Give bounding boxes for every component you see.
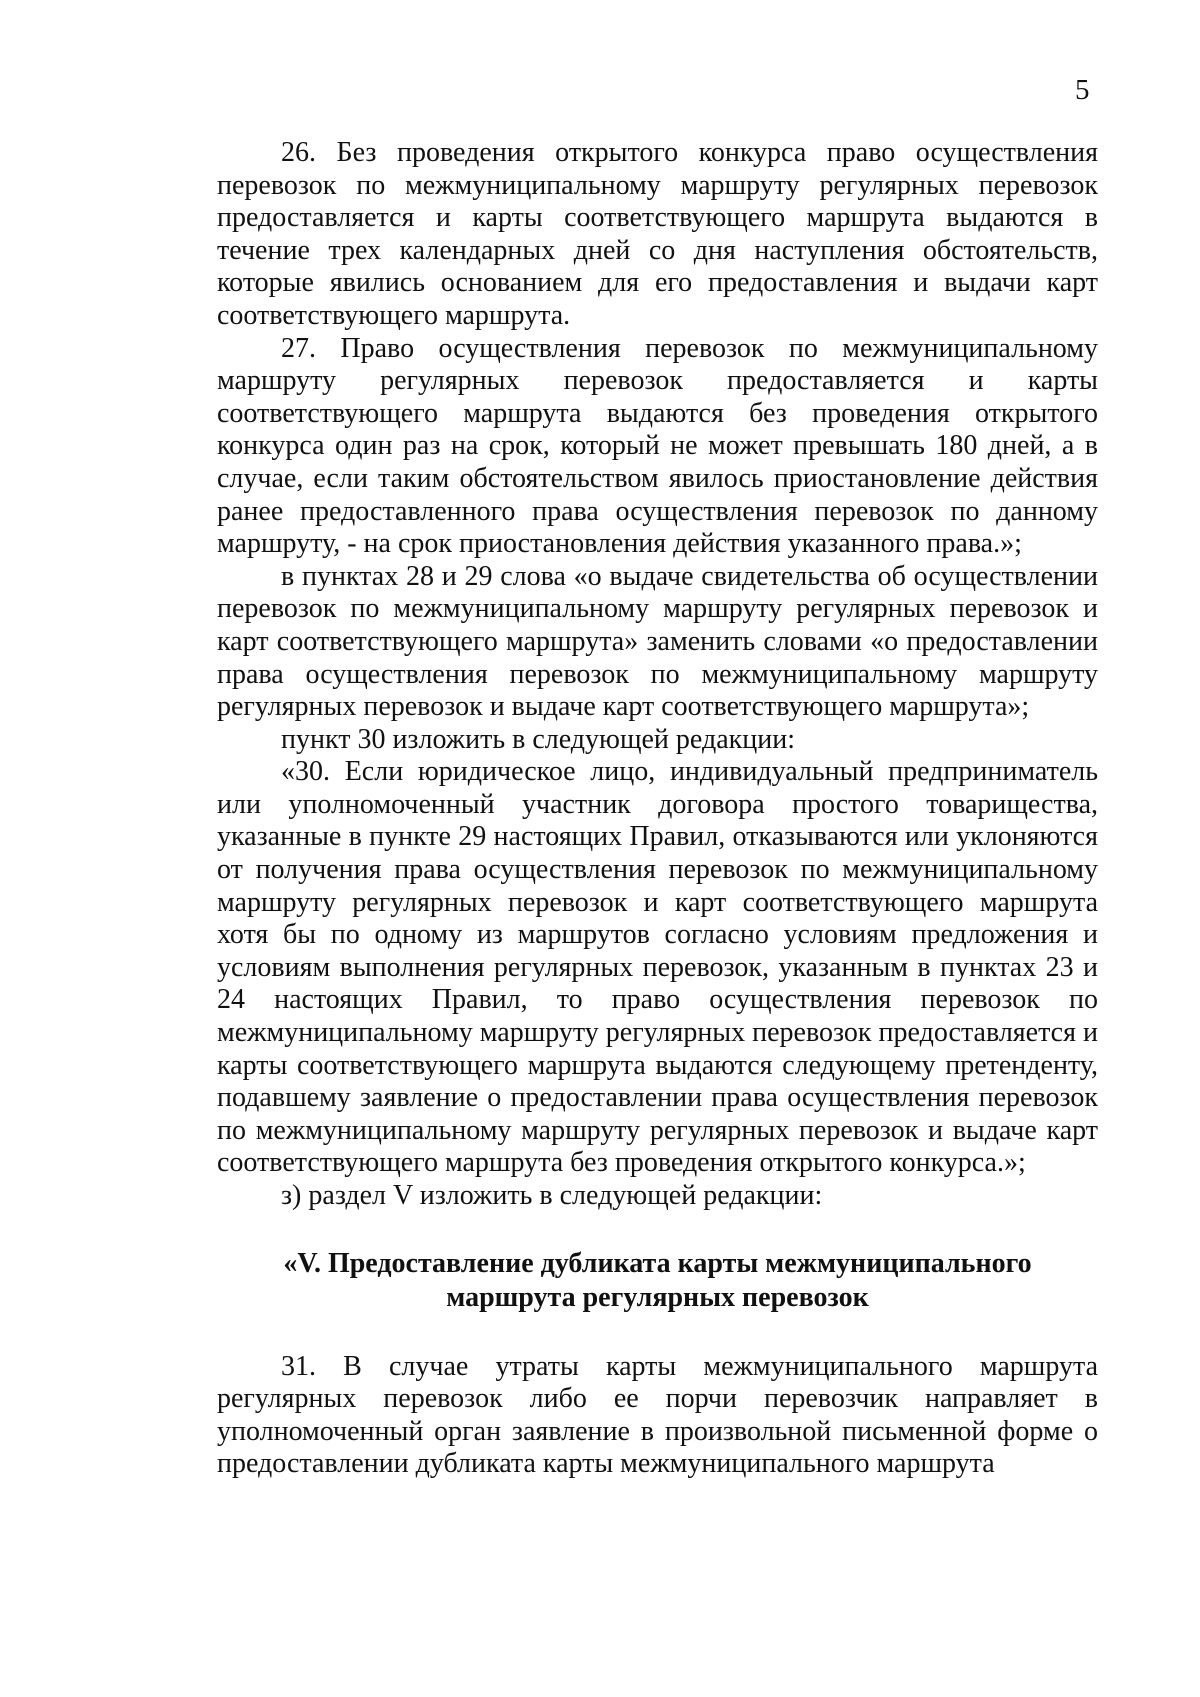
paragraph-section-v-intro: з) раздел V изложить в следующей редакции:	[281, 1180, 823, 1211]
document-body	[217, 137, 1098, 1481]
section-heading-line-2: маршрута регулярных перевозок	[446, 1281, 869, 1313]
section-heading	[217, 1247, 1098, 1315]
page-number: 5	[1075, 74, 1090, 106]
paragraph-item-30-intro: пункт 30 изложить в следующей редакции:	[281, 723, 795, 755]
paragraph-31: 31. В случае утраты карты межмуниципального маршрута регулярных перевозок либо ее порчи перевозчик направляет в уполномоченный орган заявление в произвольной письменной форме о предоставлении дубликата карты межмуниципального маршрута	[217, 1350, 1098, 1480]
paragraph-26: 26. Без проведения открытого конкурса право осуществления перевозок по межмуниципальному маршруту регулярных перевозок предоставляется и карты соответствующего маршрута выдаются в течение трех календарных дней со дня наступления обстоятельств, которые явились основанием для его предоставления и выдачи карт соответствующего маршрута.	[217, 137, 1098, 331]
section-heading-line-1: «V. Предоставление дубликата карты межмуниципального	[283, 1247, 1032, 1279]
paragraph-27: 27. Право осуществления перевозок по межмуниципальному маршруту регулярных перевозок предоставляется и карты соответствующего маршрута выдаются без проведения открытого конкурса один раз на срок, который не может превышать 180 дней, а в случае, если таким обстоятельством явилось приостановление действия ранее предоставленного права осуществления перевозок по данному маршруту, - на срок приостановления действия указанного права.»;	[217, 332, 1098, 560]
paragraph-30: «30. Если юридическое лицо, индивидуальный предприниматель или уполномоченный участник договора простого товарищества, указанные в пункте 29 настоящих Правил, отказываются или уклоняются от получения права осуществления перевозок по межмуниципальному маршруту регулярных перевозок и карт соответствующего маршрута хотя бы по одному из маршрутов согласно условиям предложения и условиям выполнения регулярных перевозок, указанным в пунктах 23 и 24 настоящих Правил, то право осуществления перевозок по межмуниципальному маршруту регулярных перевозок предоставляется и карты соответствующего маршрута выдаются следующему претенденту, подавшему заявление о предоставлении права осуществления перевозок по межмуниципальному маршруту регулярных перевозок и выдаче карт соответствующего маршрута без проведения открытого конкурса.»;	[217, 756, 1098, 1179]
paragraph-items-28-29-amendment: в пунктах 28 и 29 слова «о выдаче свидетельства об осуществлении перевозок по межмуниципальному маршруту регулярных перевозок и карт соответствующего маршрута» заменить словами «о предоставлении права осуществления перевозок по межмуниципальному маршруту регулярных перевозок и выдаче карт соответствующего маршрута»;	[217, 560, 1098, 723]
